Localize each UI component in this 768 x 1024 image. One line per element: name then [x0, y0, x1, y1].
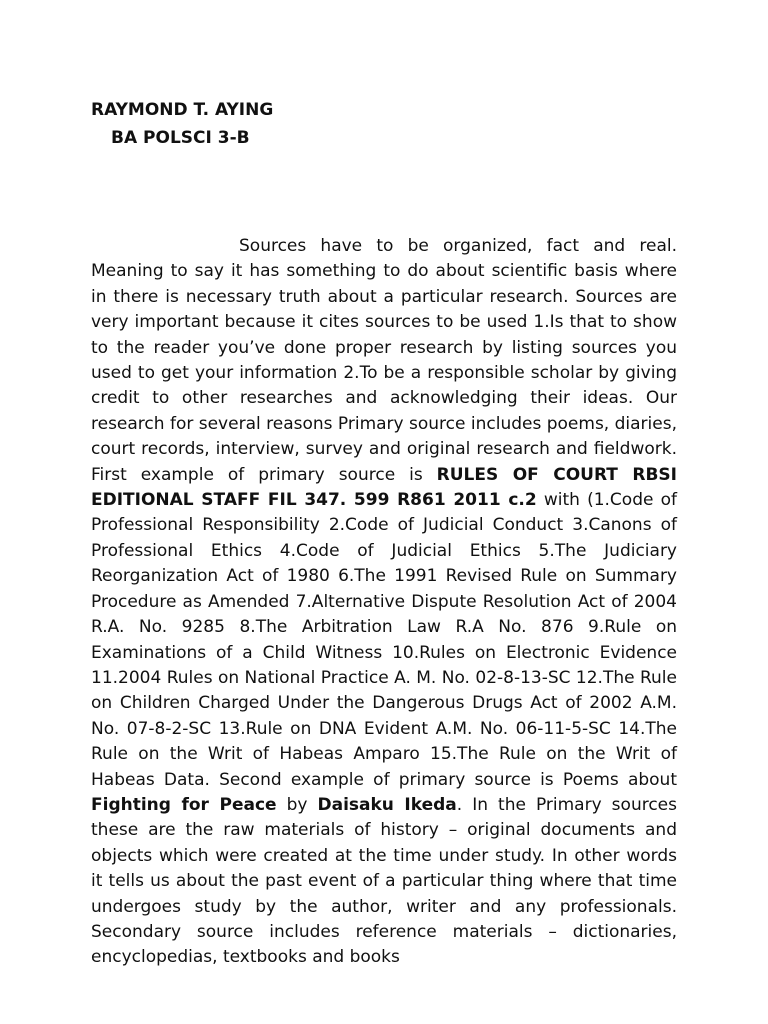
- bold-reference-rules-of-court: RULES OF COURT RBSI EDITIONAL STAFF FIL 347. 599 R861 2011 c.2: [91, 464, 677, 511]
- body-text-part-3: by: [276, 794, 318, 815]
- course-section: BA POLSCI 3-B: [111, 128, 250, 148]
- body-text-part-4: . In the Primary sources these are the raw materials of history – original documents and objects which were created at the time under study. In other words it tells us about the past event of a particular thing where that time undergoes study by the author, writer and any professionals. Secondary source includes reference materials – dictionaries, encyclopedias, textbooks and books: [91, 794, 677, 968]
- bold-poem-title: Fighting for Peace: [91, 794, 277, 815]
- bold-poem-author: Daisaku Ikeda: [317, 794, 457, 815]
- author-name: RAYMOND T. AYING: [91, 100, 274, 120]
- body-text-part-1: Sources have to be organized, fact and real. Meaning to say it has something to do about scientific basis where in there is necessary truth about a particular research. Sources are very important because it cites sources to be used 1.Is that to show to the reader you’ve done proper research by listing sources you used to get your information 2.To be a responsible scholar by giving credit to other researches and acknowledging their ideas. Our research for several reasons Primary source includes poems, diaries, court records, interview, survey and original research and fieldwork. First example of primary source is: [91, 236, 677, 485]
- body-paragraph: [91, 234, 677, 971]
- body-text-part-2: with (1.Code of Professional Responsibility 2.Code of Judicial Conduct 3.Canons of Professional Ethics 4.Code of Judicial Ethics 5.The Judiciary Reorganization Act of 1980 6.The 1991 Revised Rule on Summary Procedure as Amended 7.Alternative Dispute Resolution Act of 2004 R.A. No. 9285 8.The Arbitration Law R.A No. 876 9.Rule on Examinations of a Child Witness 10.Rules on Electronic Evidence 11.2004 Rules on National Practice A. M. No. 02-8-13-SC 12.The Rule on Children Charged Under the Dangerous Drugs Act of 2002 A.M. No. 07-8-2-SC 13.Rule on DNA Evident A.M. No. 06-11-5-SC 14.The Rule on the Writ of Habeas Amparo 15.The Rule on the Writ of Habeas Data. Second example of primary source is Poems about: [91, 490, 677, 790]
- document-header: [91, 96, 273, 152]
